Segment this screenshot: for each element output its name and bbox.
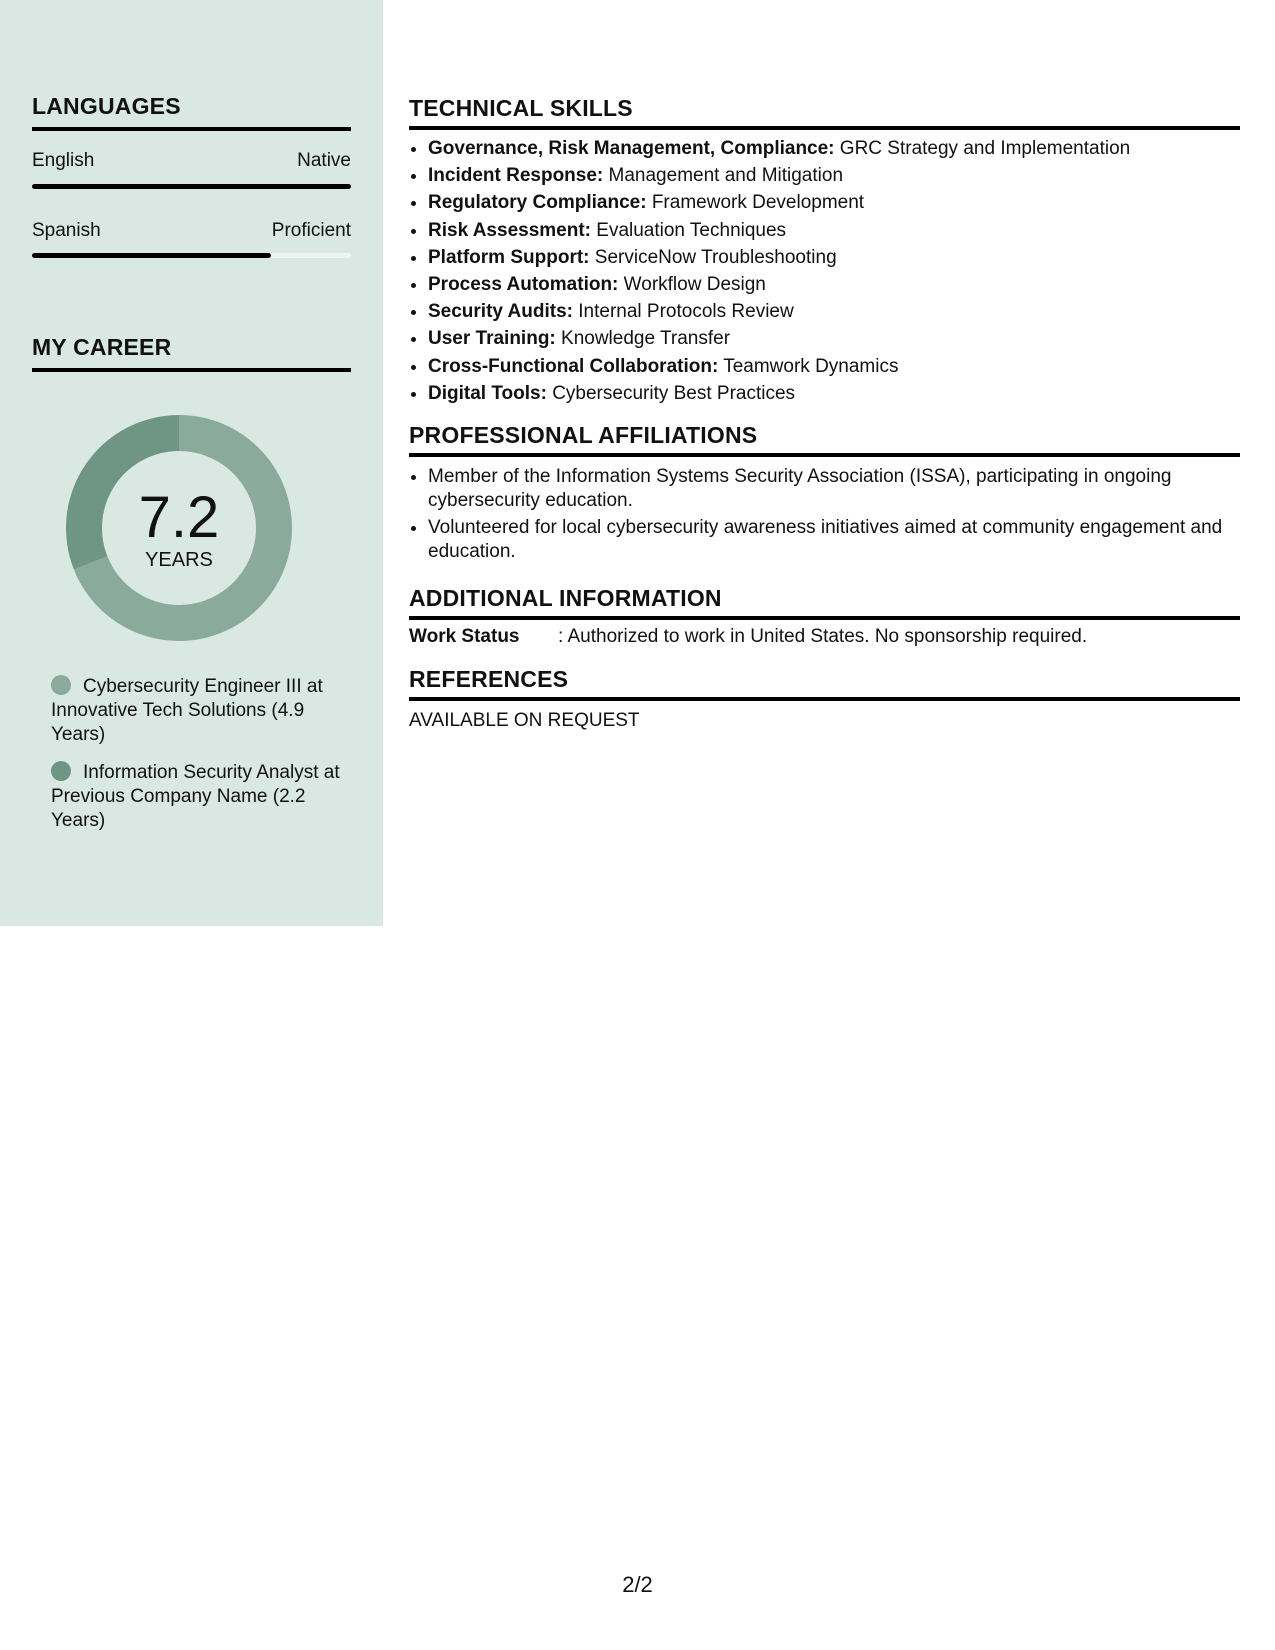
skill-value: Management and Mitigation	[608, 165, 844, 187]
skill-value: Internal Protocols Review	[578, 301, 794, 323]
additional-info-heading: ADDITIONAL INFORMATION	[409, 585, 1240, 620]
work-status-value: : Authorized to work in United States. No sponsorship required.	[558, 626, 1088, 647]
language-row-english	[32, 150, 351, 172]
skill-label: Governance, Risk Management, Compliance:	[428, 138, 835, 159]
career-heading: MY CAREER	[32, 334, 351, 372]
skill-value: Cybersecurity Best Practices	[552, 382, 796, 404]
sidebar	[0, 0, 383, 926]
skill-item	[428, 189, 1259, 216]
legend-dot-icon	[51, 675, 71, 695]
skill-label: Digital Tools:	[428, 382, 547, 404]
skill-item	[428, 380, 1259, 407]
skill-label: Incident Response:	[428, 165, 604, 187]
language-bar-fill	[32, 184, 351, 189]
affiliation-item: • Member of the Information Systems Security Association (ISSA), participating in ongoing cybersecurity education.	[428, 465, 1259, 513]
skill-value: GRC Strategy and Implementation	[839, 138, 1131, 159]
work-status-row	[409, 626, 1087, 648]
legend-dot-icon	[51, 761, 71, 781]
technical-skills-list	[409, 135, 1259, 407]
career-legend-item	[51, 675, 341, 747]
skill-value: Framework Development	[651, 192, 865, 214]
skill-label: User Training:	[428, 328, 556, 350]
skill-label: Platform Support:	[428, 246, 590, 268]
affiliations-heading: PROFESSIONAL AFFILIATIONS	[409, 422, 1240, 457]
skill-label: Cross-Functional Collaboration:	[428, 355, 719, 377]
skill-item	[428, 353, 1259, 380]
skill-label: Regulatory Compliance:	[428, 192, 647, 214]
language-level: Native	[297, 150, 351, 171]
affiliation-item: • Volunteered for local cybersecurity awareness initiatives aimed at community engagement and education.	[428, 516, 1259, 564]
skill-item	[428, 217, 1259, 244]
language-name: English	[32, 150, 95, 171]
language-bar-fill	[32, 253, 271, 258]
language-bar-spanish	[32, 253, 351, 258]
skill-value: ServiceNow Troubleshooting	[594, 246, 837, 268]
donut-center	[66, 415, 292, 641]
skill-label: Risk Assessment:	[428, 219, 591, 241]
affiliations-list	[409, 465, 1259, 567]
skill-item	[428, 244, 1259, 271]
skill-value: Teamwork Dynamics	[723, 355, 899, 377]
references-heading: REFERENCES	[409, 666, 1240, 701]
skill-value: Knowledge Transfer	[561, 328, 731, 350]
skill-value: Workflow Design	[623, 274, 766, 296]
career-legend	[51, 675, 341, 847]
language-row-spanish	[32, 220, 351, 242]
language-level: Proficient	[271, 220, 351, 241]
skill-item	[428, 135, 1259, 162]
language-bar-english	[32, 184, 351, 189]
references-text: AVAILABLE ON REQUEST	[409, 710, 640, 731]
skill-item	[428, 298, 1259, 325]
skill-value: Evaluation Techniques	[596, 219, 787, 241]
career-legend-item	[51, 761, 341, 833]
career-position-text: Information Security Analyst at Previous Company Name (2.2 Years)	[51, 762, 340, 831]
skill-label: Security Audits:	[428, 301, 573, 323]
language-name: Spanish	[32, 220, 101, 241]
total-years: 7.2	[138, 484, 220, 550]
languages-heading: LANGUAGES	[32, 93, 351, 131]
career-position-text: Cybersecurity Engineer III at Innovative Tech Solutions (4.9 Years)	[51, 676, 323, 745]
skill-item	[428, 271, 1259, 298]
years-label: YEARS	[145, 548, 213, 571]
technical-skills-heading: TECHNICAL SKILLS	[409, 95, 1240, 130]
work-status-label: Work Status	[409, 626, 520, 647]
page-number: 2/2	[622, 1572, 653, 1597]
career-donut-chart	[66, 415, 292, 641]
skill-item	[428, 162, 1259, 189]
skill-label: Process Automation:	[428, 274, 619, 296]
skill-item	[428, 325, 1259, 352]
